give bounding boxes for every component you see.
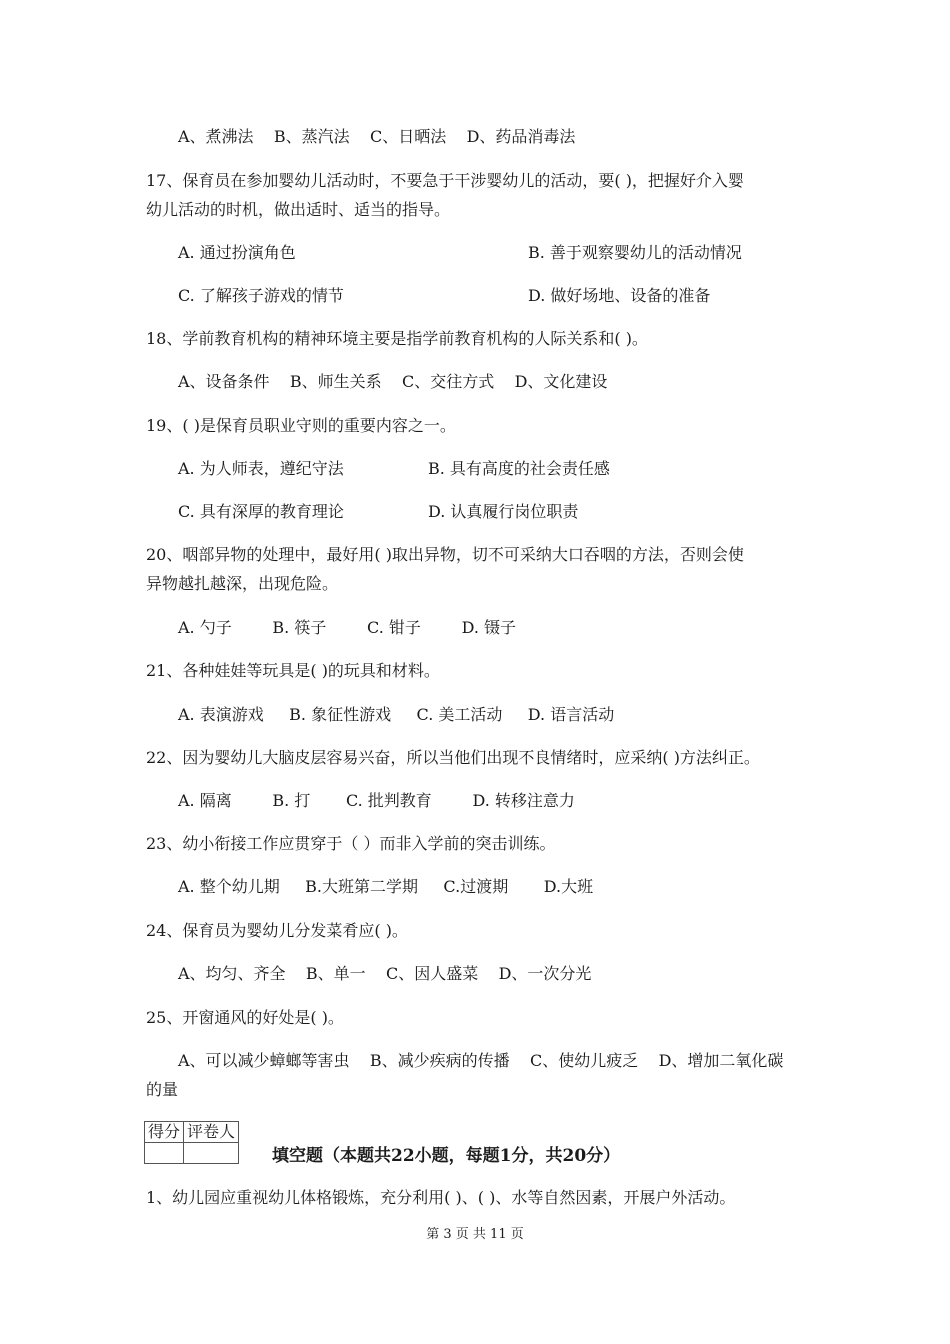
q18-options: A、设备条件 B、师生关系 C、交往方式 D、文化建设 [178, 372, 608, 391]
page-footer: 第 3 页 共 11 页 [426, 1227, 524, 1242]
q22-options: A. 隔离 B. 打 C. 批判教育 D. 转移注意力 [178, 791, 575, 810]
q24-options: A、均匀、齐全 B、单一 C、因人盛菜 D、一次分光 [178, 964, 592, 983]
q23-stem: 23、幼小衔接工作应贯穿于（ ）而非入学前的突击训练。 [146, 834, 556, 853]
grader-label: 评卷人 [184, 1122, 239, 1143]
q17-option-c: C. 了解孩子游戏的情节 [178, 286, 344, 305]
q16-options: A、煮沸法 B、蒸汽法 C、日晒法 D、药品消毒法 [178, 127, 576, 146]
score-cell [145, 1143, 184, 1164]
q17-option-b: B. 善于观察婴幼儿的活动情况 [528, 243, 742, 262]
q19-option-b: B. 具有高度的社会责任感 [428, 459, 610, 478]
q19-option-d: D. 认真履行岗位职责 [428, 502, 579, 521]
score-box [144, 1121, 239, 1164]
q19-option-a: A. 为人师表，遵纪守法 [178, 459, 344, 478]
q23-options: A. 整个幼儿期 B.大班第二学期 C.过渡期 D.大班 [178, 877, 594, 896]
q17-option-a: A. 通过扮演角色 [178, 243, 296, 262]
q22-stem: 22、因为婴幼儿大脑皮层容易兴奋，所以当他们出现不良情绪时，应采纳( )方法纠正。 [146, 748, 760, 767]
q21-stem: 21、各种娃娃等玩具是( )的玩具和材料。 [146, 661, 440, 680]
q24-stem: 24、保育员为婴幼儿分发菜肴应( )。 [146, 921, 408, 940]
section-title: 填空题（本题共22小题，每题1分，共20分） [272, 1146, 621, 1166]
fill-q1: 1、幼儿园应重视幼儿体格锻炼，充分利用( )、( )、水等自然因素，开展户外活动。 [146, 1188, 736, 1207]
q25-stem: 25、开窗通风的好处是( )。 [146, 1008, 344, 1027]
score-label: 得分 [145, 1122, 184, 1143]
q20-options: A. 勺子 B. 筷子 C. 钳子 D. 镊子 [178, 618, 516, 637]
q19-option-c: C. 具有深厚的教育理论 [178, 502, 344, 521]
q25-options-line2: 的量 [146, 1080, 179, 1099]
q17-stem-line2: 幼儿活动的时机，做出适时、适当的指导。 [146, 200, 451, 219]
q17-stem-line1: 17、保育员在参加婴幼儿活动时，不要急于干涉婴幼儿的活动，要( )，把握好介入婴 [146, 171, 744, 190]
q25-options-line1: A、可以减少蟑螂等害虫 B、减少疾病的传播 C、使幼儿疲乏 D、增加二氧化碳 [178, 1051, 784, 1070]
q20-stem-line2: 异物越扎越深，出现危险。 [146, 574, 339, 593]
q21-options: A. 表演游戏 B. 象征性游戏 C. 美工活动 D. 语言活动 [178, 705, 615, 724]
q17-option-d: D. 做好场地、设备的准备 [528, 286, 711, 305]
q19-stem: 19、( )是保育员职业守则的重要内容之一。 [146, 416, 456, 435]
q20-stem-line1: 20、咽部异物的处理中，最好用( )取出异物，切不可采纳大口吞咽的方法，否则会使 [146, 545, 744, 564]
q18-stem: 18、学前教育机构的精神环境主要是指学前教育机构的人际关系和( )。 [146, 329, 648, 348]
grader-cell [184, 1143, 239, 1164]
